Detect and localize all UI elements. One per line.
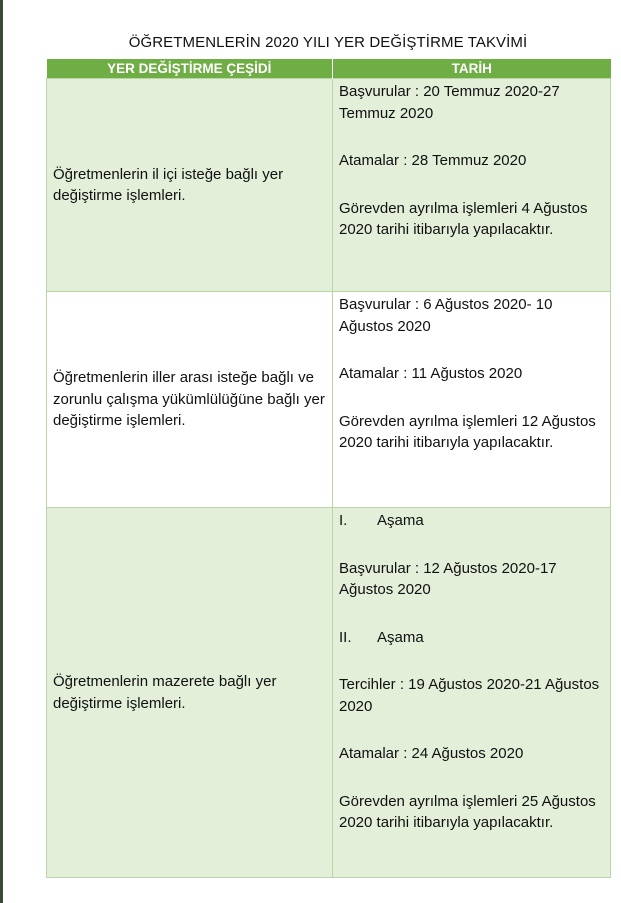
phase-2-label: Aşama [377,628,424,646]
applications-text: Başvurular : 20 Temmuz 2020-27 Temmuz 2020 [339,83,560,122]
transfer-type-cell: Öğretmenlerin mazerete bağlı yer değiştirme işlemleri. [47,508,333,878]
phase-1-label: Aşama [377,512,424,529]
date-cell [333,79,611,292]
assignments-text: Atamalar : 11 Ağustos 2020 [339,365,523,382]
transfer-type-cell: Öğretmenlerin il içi isteğe bağlı yer değiştirme işlemleri. [47,79,333,292]
header-type: YER DEĞİŞTİRME ÇEŞİDİ [47,59,333,79]
table-row [47,508,611,878]
date-cell [333,508,611,878]
departure-text: Görevden ayrılma işlemleri 25 Ağustos 2020 tarihi itibarıyla yapılacaktır. [339,792,596,831]
document-title: ÖĞRETMENLERİN 2020 YILI YER DEĞİŞTİRME TAKVİMİ [128,34,528,51]
departure-text: Görevden ayrılma işlemleri 4 Ağustos 2020 tarihi itibarıyla yapılacaktır. [339,199,588,238]
date-cell [333,292,611,508]
assignments-text: Atamalar : 28 Temmuz 2020 [339,152,527,169]
assignments-text: Atamalar : 24 Ağustos 2020 [339,745,524,762]
header-date: TARİH [333,59,611,79]
transfer-calendar-table [46,59,611,878]
phase-1-number: I. [339,512,348,529]
page-edge-bar [0,0,3,903]
preferences-text: Tercihler : 19 Ağustos 2020-21 Ağustos 2020 [339,676,600,715]
transfer-type-cell: Öğretmenlerin iller arası isteğe bağlı ve zorunlu çalışma yükümlülüğüne bağlı yer değiştirme işlemleri. [47,292,333,508]
table-row [47,79,611,292]
applications-text: Başvurular : 12 Ağustos 2020-17 Ağustos 2020 [339,559,557,598]
phase-2-number: II. [339,628,352,646]
table-header-row [47,59,611,79]
phase-1-heading [339,510,606,532]
phase-2-heading [339,627,606,649]
table-row [47,292,611,508]
departure-text: Görevden ayrılma işlemleri 12 Ağustos 2020 tarihi itibarıyla yapılacaktır. [339,412,596,451]
applications-text: Başvurular : 6 Ağustos 2020- 10 Ağustos 2020 [339,296,553,335]
